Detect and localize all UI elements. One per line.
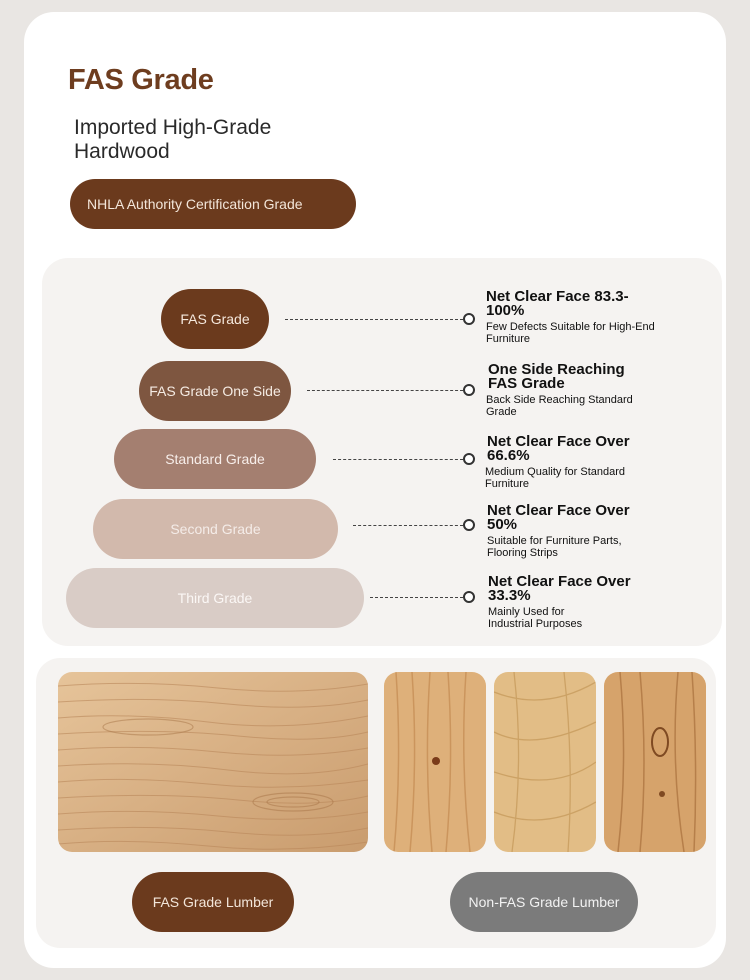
grade-info-second xyxy=(487,504,657,559)
grade-connector xyxy=(333,459,463,460)
grade-detail: Medium Quality for Standard Furniture xyxy=(485,466,626,490)
grade-info-fas xyxy=(486,290,656,345)
grade-detail: Few Defects Suitable for High-End Furniture xyxy=(486,321,655,345)
non-fas-lumber-image-3 xyxy=(604,672,706,852)
fas-lumber-image xyxy=(58,672,368,852)
grade-heading: Net Clear Face Over 33.3% xyxy=(488,573,631,604)
grade-connector-dot xyxy=(463,519,475,531)
grade-info-fas-one-side xyxy=(488,363,658,418)
grade-connector-dot xyxy=(463,384,475,396)
grade-connector xyxy=(353,525,463,526)
grade-connector xyxy=(307,390,463,391)
grade-detail: Mainly Used for Industrial Purposes xyxy=(488,606,583,630)
fas-lumber-label: FAS Grade Lumber xyxy=(132,872,294,932)
grade-detail: Suitable for Furniture Parts, Flooring Strips xyxy=(487,535,622,559)
page-title: FAS Grade xyxy=(68,64,214,96)
grade-connector xyxy=(285,319,463,320)
grade-connector-dot xyxy=(463,591,475,603)
grade-connector-dot xyxy=(463,313,475,325)
grade-pill-fas: FAS Grade xyxy=(161,289,269,349)
grade-connector-dot xyxy=(463,453,475,465)
non-fas-lumber-image-1 xyxy=(384,672,486,852)
grade-heading: Net Clear Face Over 66.6% xyxy=(487,433,630,464)
grade-pill-fas-one-side: FAS Grade One Side xyxy=(139,361,291,421)
non-fas-lumber-label: Non-FAS Grade Lumber xyxy=(450,872,638,932)
certification-badge: NHLA Authority Certification Grade xyxy=(70,179,356,229)
grade-heading: Net Clear Face 83.3-100% xyxy=(486,288,629,319)
page-subtitle: Imported High-Grade Hardwood xyxy=(74,116,272,163)
grade-pill-third: Third Grade xyxy=(66,568,364,628)
grade-heading: Net Clear Face Over 50% xyxy=(487,502,630,533)
grade-heading: One Side Reaching FAS Grade xyxy=(488,361,625,392)
grade-connector xyxy=(370,597,463,598)
non-fas-lumber-image-2 xyxy=(494,672,596,852)
grade-pill-standard: Standard Grade xyxy=(114,429,316,489)
grade-detail: Back Side Reaching Standard Grade xyxy=(486,394,633,418)
grade-pill-second: Second Grade xyxy=(93,499,338,559)
grade-info-standard xyxy=(487,435,657,490)
grade-info-third xyxy=(488,575,658,630)
